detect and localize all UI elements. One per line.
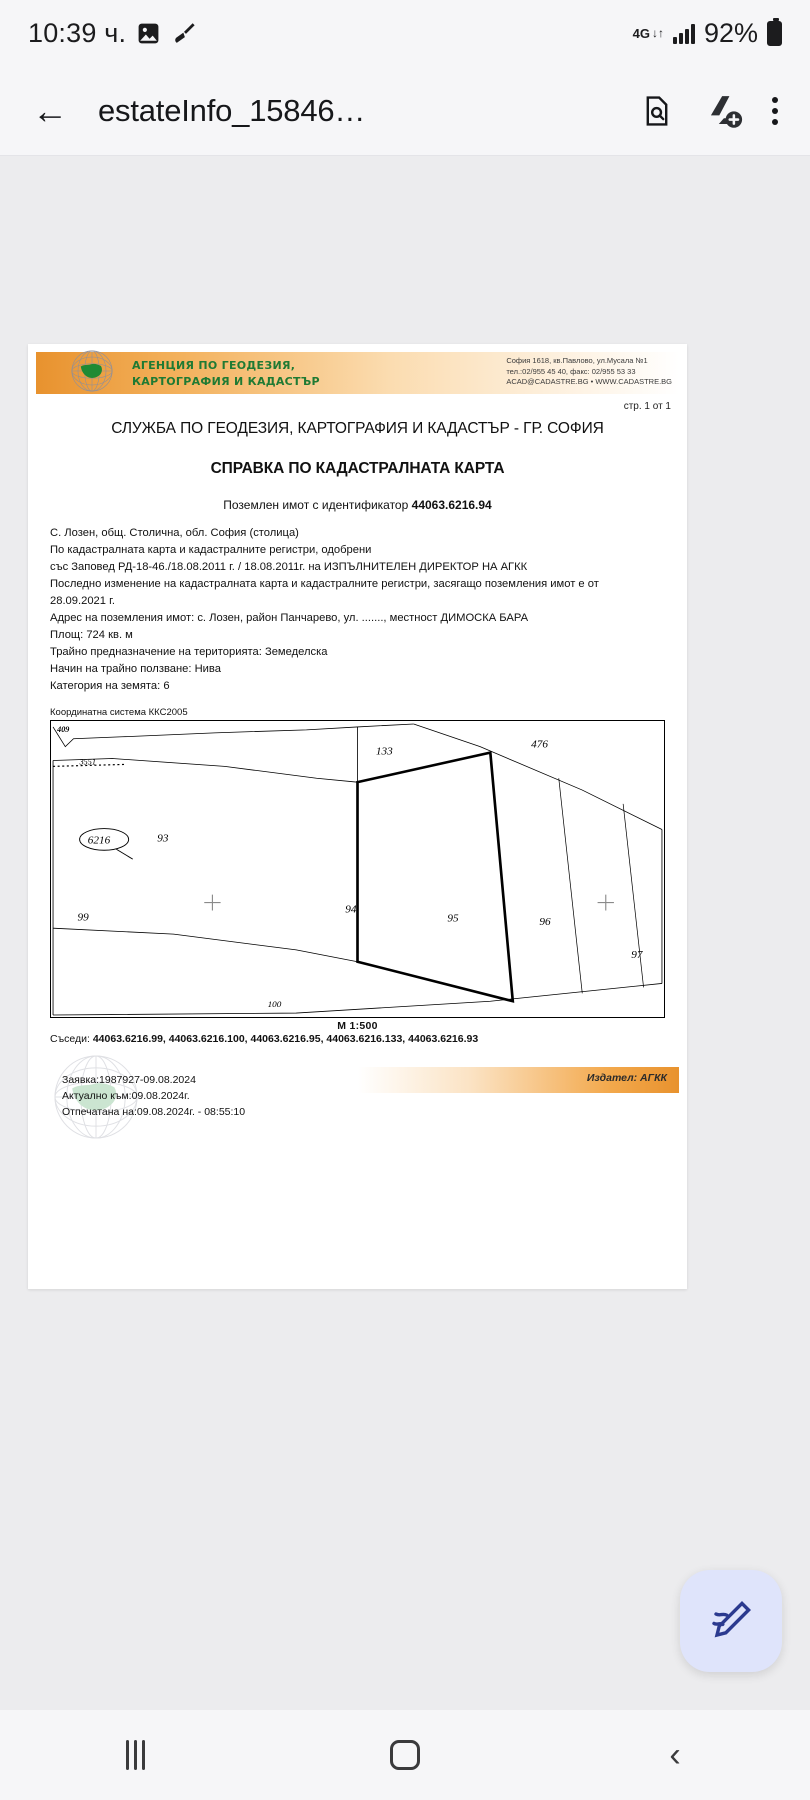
footer-request: Заявка:1987927-09.08.2024 <box>62 1074 196 1087</box>
data-arrows-icon: ↓↑ <box>651 26 664 40</box>
footer-issuer-label: Издател: АГКК <box>586 1072 667 1085</box>
signal-bars-icon <box>673 23 695 44</box>
svg-text:409: 409 <box>57 725 70 734</box>
contact-web: ACAD@CADASTRE.BG • WWW.CADASTRE.BG <box>506 377 672 387</box>
android-status-bar <box>0 0 810 66</box>
network-4g-icon <box>633 27 664 40</box>
footer-metadata <box>62 1073 245 1120</box>
page-number-label: стр. 1 от 1 <box>623 401 671 412</box>
broom-icon <box>171 20 197 46</box>
status-bar-clock: 10:39 ч. <box>28 17 127 48</box>
back-button[interactable]: ← <box>32 89 68 131</box>
svg-text:96: 96 <box>539 916 551 929</box>
detail-lastchange-2: 28.09.2021 г. <box>50 595 115 608</box>
agency-name <box>132 358 320 390</box>
home-button[interactable] <box>345 1740 465 1770</box>
detail-category: Категория на земята: 6 <box>50 680 170 693</box>
recents-button[interactable] <box>75 1740 195 1770</box>
agency-name-line1: АГЕНЦИЯ ПО ГЕОДЕЗИЯ, <box>132 359 296 372</box>
svg-text:93: 93 <box>157 832 169 845</box>
neighbors-value: 44063.6216.99, 44063.6216.100, 44063.6216.95, 44063.6216.133, 44063.6216.93 <box>92 1033 479 1046</box>
identifier-row <box>28 498 687 512</box>
contact-phone: тел.:02/955 45 40, факс: 02/955 53 33 <box>506 366 636 376</box>
document-search-icon[interactable] <box>626 94 688 128</box>
detail-area: Площ: 724 кв. м <box>50 629 133 642</box>
detail-registry-2: със Заповед РД-18-46./18.08.2011 г. / 18.08.2011г. на ИЗПЪЛНИТЕЛЕН ДИРЕКТОР НА АГКК <box>50 561 528 574</box>
detail-lastchange-1: Последно изменение на кадастралната карта и кадастралните регистри, засягащо поземления имот е от <box>50 578 599 591</box>
document-title: estateInfo_15846… <box>98 92 366 128</box>
coordinate-system-label: Координатна система ККС2005 <box>50 707 188 719</box>
cadastral-map-drawing <box>51 721 664 1017</box>
cadastral-map[interactable] <box>50 720 665 1018</box>
status-bar-left <box>28 18 633 49</box>
drive-add-icon[interactable] <box>694 92 756 130</box>
neighbors-label: Съседи: <box>50 1033 90 1046</box>
pdf-viewer-canvas[interactable] <box>0 156 810 1710</box>
cadastral-map-section <box>28 707 687 1032</box>
detail-address: Адрес на поземления имот: с. Лозен, район Панчарево, ул. ......., местност ДИМОСКА БАРА <box>50 612 529 625</box>
overflow-menu-icon[interactable] <box>762 97 788 125</box>
agency-name-line2: КАРТОГРАФИЯ И КАДАСТЪР <box>132 374 320 388</box>
map-scale-label: М 1:500 <box>337 1020 378 1033</box>
status-bar-right <box>633 18 782 49</box>
svg-text:3551: 3551 <box>79 757 96 767</box>
battery-percent-label: 92% <box>703 17 758 48</box>
battery-icon <box>767 21 782 46</box>
property-details-block <box>28 525 687 695</box>
recents-icon <box>126 1740 145 1770</box>
svg-text:95: 95 <box>447 912 459 925</box>
identifier-label: Поземлен имот с идентификатор <box>223 498 409 512</box>
detail-location: С. Лозен, общ. Столична, обл. София (столица) <box>50 527 299 539</box>
organization-title: СЛУЖБА ПО ГЕОДЕЗИЯ, КАРТОГРАФИЯ И КАДАСТЪР - ГР. СОФИЯ <box>111 420 604 437</box>
svg-text:6216: 6216 <box>87 834 111 847</box>
svg-text:99: 99 <box>77 911 89 924</box>
nav-back-button[interactable] <box>615 1738 735 1772</box>
svg-text:133: 133 <box>375 745 393 758</box>
identifier-value: 44063.6216.94 <box>411 498 492 512</box>
android-nav-bar <box>0 1710 810 1800</box>
svg-text:97: 97 <box>631 949 643 961</box>
back-chevron-icon: ‹ <box>669 1736 681 1774</box>
footer-printed-date: Отпечатана на:09.08.2024г. - 08:55:10 <box>62 1105 246 1118</box>
footer-issuer-band <box>358 1067 679 1093</box>
agency-banner <box>36 352 679 394</box>
agency-contact-block <box>506 356 672 388</box>
image-icon <box>136 21 161 46</box>
svg-text:94: 94 <box>345 903 357 916</box>
detail-registry-1: По кадастралната карта и кадастралните регистри, одобрени <box>50 544 372 557</box>
detail-purpose: Трайно предназначение на територията: Земеделска <box>50 646 328 659</box>
document-page <box>28 344 687 1289</box>
detail-usage: Начин на трайно ползване: Нива <box>50 663 221 676</box>
agency-globe-logo-icon <box>64 343 120 399</box>
edit-annotate-fab[interactable] <box>680 1570 782 1672</box>
network-type-label: 4G <box>632 25 650 41</box>
svg-text:476: 476 <box>531 738 549 751</box>
app-bar <box>0 66 810 156</box>
document-footer <box>28 1059 687 1137</box>
document-heading: СПРАВКА ПО КАДАСТРАЛНАТА КАРТА <box>210 460 505 477</box>
svg-text:100: 100 <box>267 999 282 1010</box>
footer-current-date: Актуално към:09.08.2024г. <box>62 1089 190 1102</box>
contact-address: София 1618, кв.Павлово, ул.Мусала №1 <box>506 356 648 365</box>
home-icon <box>390 1740 420 1770</box>
